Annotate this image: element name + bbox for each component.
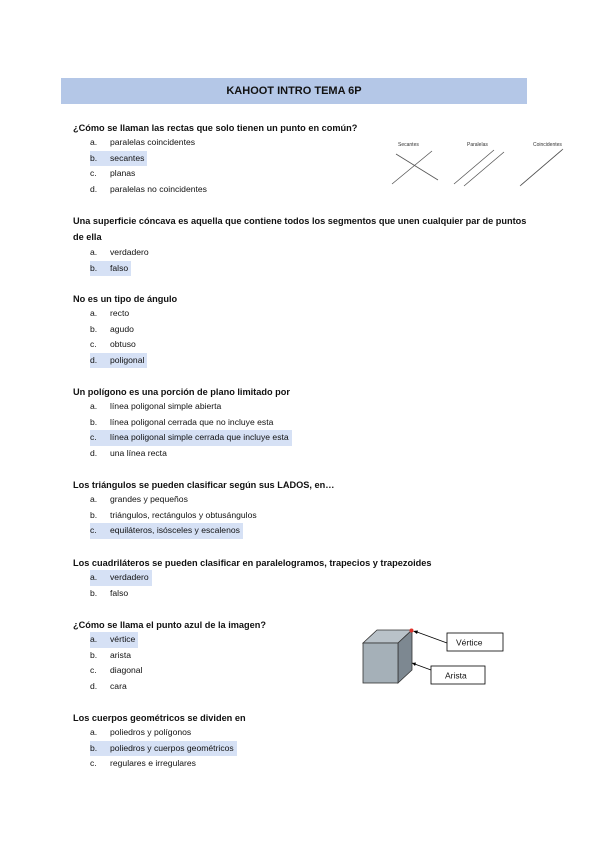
- lines-figure: [390, 136, 575, 191]
- question-2: Una superficie cóncava es aquella que contiene todos los segmentos que unen cualquier par de puntos de ella: [73, 216, 527, 242]
- option-1a[interactable]: a. paralelas coincidentes: [90, 137, 196, 147]
- options-1: [90, 135, 210, 197]
- option-3b[interactable]: b. agudo: [90, 323, 134, 334]
- secant-line-2: [396, 154, 438, 180]
- options-7: [90, 632, 146, 694]
- option-7b[interactable]: b. arista: [90, 649, 132, 660]
- options-6: [90, 570, 152, 601]
- question-1: ¿Cómo se llaman las rectas que solo tienen un punto en común?: [73, 123, 358, 133]
- parallel-line-1: [454, 150, 494, 184]
- option-8c[interactable]: c. regulares e irregulares: [90, 758, 196, 769]
- options-5: [90, 492, 260, 539]
- option-8a[interactable]: a. poliedros y polígonos: [90, 727, 192, 737]
- label-secantes: Secantes: [398, 142, 419, 148]
- option-4a[interactable]: a. línea poligonal simple abierta: [90, 401, 222, 411]
- option-7c[interactable]: c. diagonal: [90, 665, 143, 676]
- page-title: KAHOOT INTRO TEMA 6P: [61, 78, 527, 104]
- coincident-line-2: [521, 149, 563, 185]
- vertex-arrowhead: [413, 631, 418, 635]
- options-3: [90, 306, 147, 368]
- option-3a[interactable]: a. recto: [90, 308, 130, 318]
- label-paralelas: Paralelas: [467, 142, 488, 148]
- option-5c[interactable]: c. equiláteros, isósceles y escalenos: [90, 523, 243, 539]
- option-1d[interactable]: d. paralelas no coincidentes: [90, 183, 207, 194]
- option-4b[interactable]: b. línea poligonal cerrada que no incluye esta: [90, 416, 274, 427]
- option-4c[interactable]: c. línea poligonal simple cerrada que incluye esta: [90, 430, 292, 446]
- question-3: No es un tipo de ángulo: [73, 294, 178, 304]
- option-3c[interactable]: c. obtuso: [90, 339, 136, 350]
- vertex-pointer: [417, 632, 447, 643]
- option-2b[interactable]: b. falso: [90, 261, 131, 277]
- vertex-dot: [410, 629, 414, 633]
- option-8b[interactable]: b. poliedros y cuerpos geométricos: [90, 741, 237, 757]
- cube-figure: [355, 625, 505, 690]
- edge-arrowhead: [412, 663, 416, 667]
- option-1b[interactable]: b. secantes: [90, 151, 147, 167]
- option-4d[interactable]: d. una línea recta: [90, 447, 167, 458]
- vertex-label: Vértice: [456, 637, 483, 648]
- parallel-line-2: [464, 152, 504, 186]
- option-7d[interactable]: d. cara: [90, 680, 127, 691]
- label-coincidentes: Coincidentes: [533, 142, 562, 148]
- edge-label: Arista: [445, 670, 467, 681]
- option-6a[interactable]: a. verdadero: [90, 570, 152, 586]
- option-3d[interactable]: d. poligonal: [90, 353, 147, 369]
- option-1c[interactable]: c. planas: [90, 168, 136, 179]
- option-7a[interactable]: a. vértice: [90, 632, 138, 648]
- question-7: ¿Cómo se llama el punto azul de la imagen?: [73, 620, 266, 630]
- cube-front-face: [363, 643, 398, 683]
- question-6: Los cuadriláteros se pueden clasificar en paralelogramos, trapecios y trapezoides: [73, 558, 432, 568]
- question-8: Los cuerpos geométricos se dividen en: [73, 713, 246, 723]
- option-2a[interactable]: a. verdadero: [90, 247, 149, 257]
- option-5b[interactable]: b. triángulos, rectángulos y obtusángulos: [90, 509, 257, 520]
- question-5: Los triángulos se pueden clasificar según sus LADOS, en…: [73, 480, 335, 490]
- option-6b[interactable]: b. falso: [90, 587, 129, 598]
- options-8: [90, 725, 237, 772]
- options-4: [90, 399, 292, 461]
- question-4: Un polígono es una porción de plano limitado por: [73, 387, 290, 397]
- secant-line-1: [392, 151, 432, 184]
- options-2: [90, 245, 152, 276]
- option-5a[interactable]: a. grandes y pequeños: [90, 494, 188, 504]
